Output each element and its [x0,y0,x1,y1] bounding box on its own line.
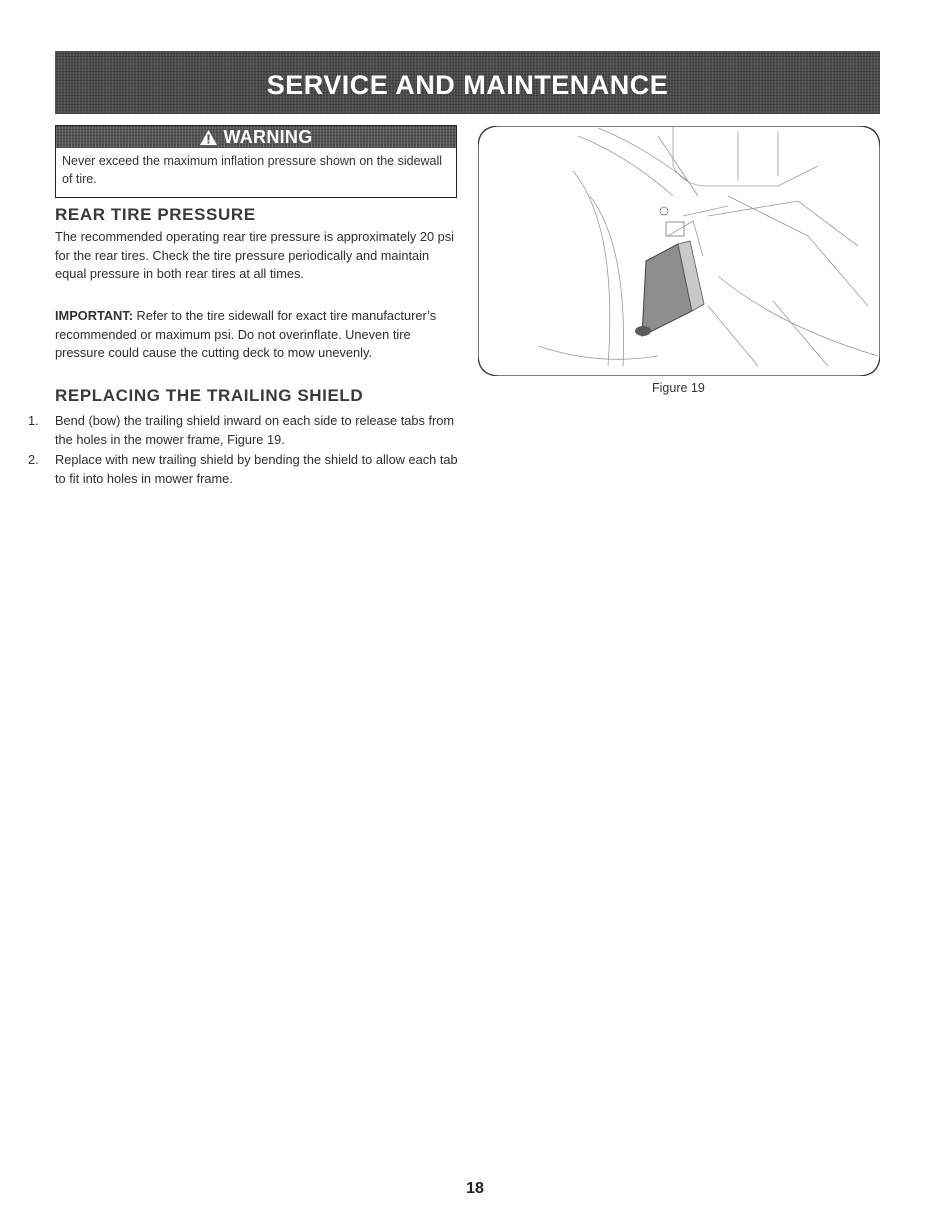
warning-text: Never exceed the maximum inflation pressure shown on the sidewall of tire. [62,154,443,186]
trailing-shield-heading: REPLACING THE TRAILING SHIELD [55,386,364,405]
step-text: Replace with new trailing shield by bending the shield to allow each tab to fit into holes in mower frame. [55,452,458,486]
important-text: Refer to the tire sidewall for exact tire manufacturer’s recommended or maximum psi. Do not overinflate. Uneven tire pressure could cause the cutting deck to mow unevenly. [55,308,437,361]
warning-label: WARNING [223,126,313,147]
page-number: 18 [466,1180,484,1197]
list-item [28,451,468,488]
step-text: Bend (bow) the trailing shield inward on each side to release tabs from the holes in the mower frame, Figure 19. [55,413,455,447]
section-banner [55,51,880,114]
trailing-shield-steps [28,412,468,490]
rear-tire-pressure-heading: REAR TIRE PRESSURE [55,205,256,224]
step-number: 2. [28,452,39,468]
list-item [28,412,468,449]
important-label: IMPORTANT: [55,308,133,323]
figure-19-illustration [478,126,880,376]
warning-header [56,126,456,148]
step-number: 1. [28,413,39,428]
important-note [55,307,460,363]
warning-box [55,125,457,198]
rear-tire-pressure-body: The recommended operating rear tire pressure is approximately 20 psi for the rear tires. Check the tire pressure periodically and maintain equal pressure in both rear tires at all times. [55,229,455,282]
section-title: SERVICE AND MAINTENANCE [266,70,669,100]
figure-caption: Figure 19 [652,381,705,395]
warning-triangle-icon [199,129,218,146]
